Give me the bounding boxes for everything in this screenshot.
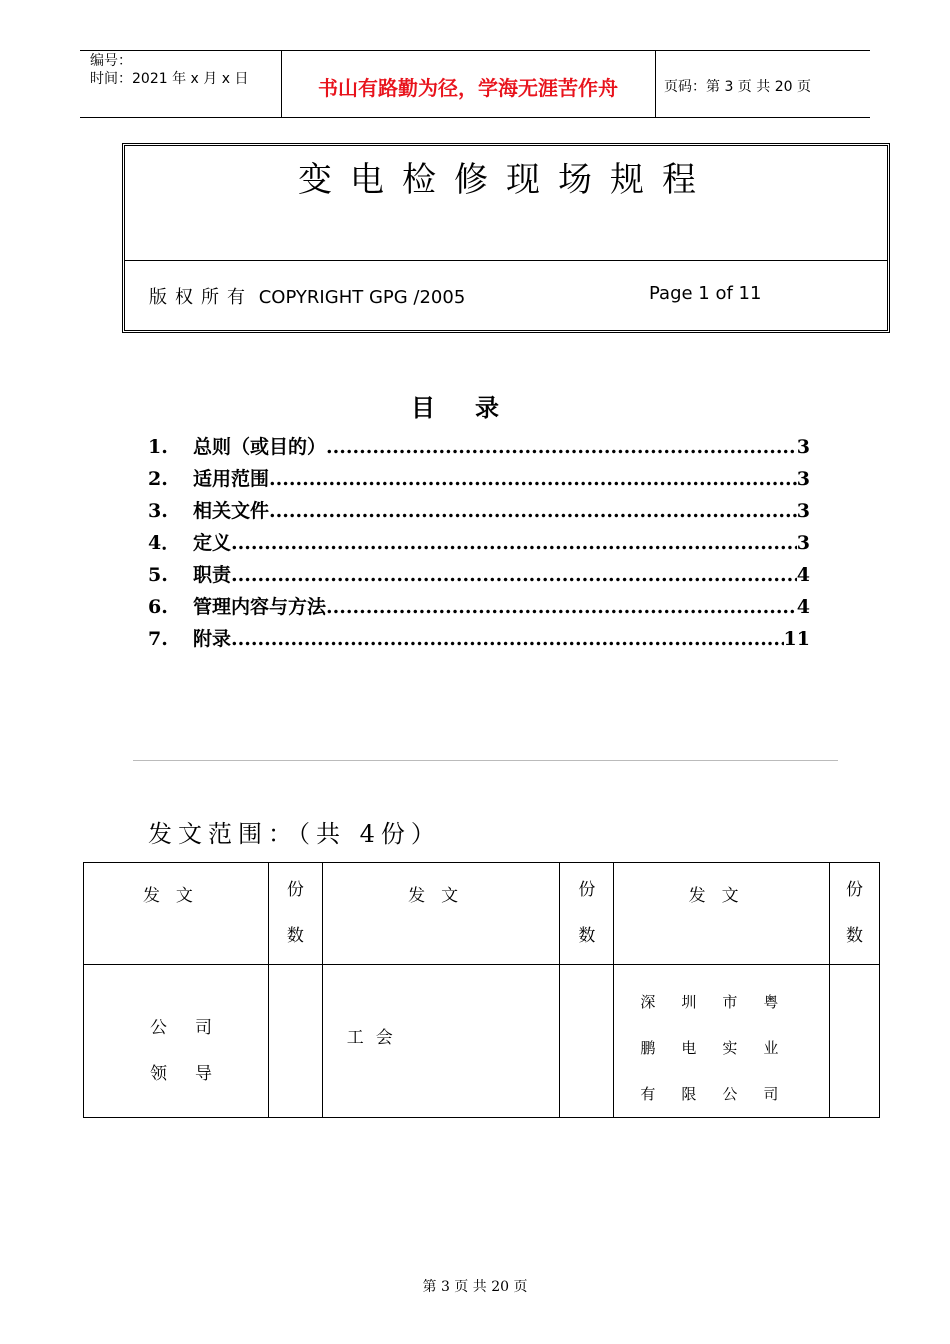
copyright-cn: 版权所有 bbox=[149, 287, 253, 308]
title-box-divider bbox=[125, 260, 887, 261]
toc-leader bbox=[231, 564, 797, 586]
qty-cell bbox=[830, 965, 880, 1118]
toc-leader bbox=[269, 468, 797, 490]
header-divider-2 bbox=[655, 50, 656, 117]
col-doc-header: 发文 bbox=[322, 863, 560, 965]
toc-item[interactable]: 4． 定义 ..... 3 bbox=[148, 528, 810, 560]
col-doc-header: 发文 bbox=[614, 863, 830, 965]
qty-cell bbox=[268, 965, 322, 1118]
header-time-label: 时间：2021 年 x 月 x 日 bbox=[90, 71, 249, 87]
header-motto: 书山有路勤为径，学海无涯苦作舟 bbox=[318, 76, 618, 100]
distribution-header-row bbox=[84, 863, 880, 965]
org-cell-company-leaders: 公司领导 bbox=[84, 965, 269, 1118]
header-top-rule bbox=[80, 50, 870, 51]
toc-item[interactable]: 2. 适用范围 ..... 3 bbox=[148, 464, 810, 496]
header-number-label: 编号： bbox=[90, 53, 132, 69]
col-qty-header: 份 数 bbox=[830, 863, 880, 965]
title-box-page: Page 1 of 11 bbox=[649, 283, 762, 304]
copyright-en: COPYRIGHT GPG /2005 bbox=[258, 287, 466, 308]
distribution-table bbox=[83, 862, 880, 1118]
org-cell-union: 工会 bbox=[322, 965, 560, 1118]
qty-cell bbox=[560, 965, 614, 1118]
col-qty-header: 份 数 bbox=[268, 863, 322, 965]
toc-leader bbox=[326, 436, 797, 458]
page-footer: 第 3 页 共 20 页 bbox=[422, 1279, 528, 1295]
toc-item[interactable]: 3. 相关文件 ..... 3 bbox=[148, 496, 810, 528]
toc-item[interactable]: 5. 职责 ..... 4 bbox=[148, 560, 810, 592]
toc-item[interactable]: 1. 总则（或目的） ..... 3 bbox=[148, 432, 810, 464]
document-title: 变电检修现场规程 bbox=[298, 160, 714, 200]
org-cell-company: 深圳市粤鹏电实业有限公司 bbox=[614, 965, 830, 1118]
header-page-label: 页码：第 3 页 共 20 页 bbox=[664, 79, 811, 95]
toc-leader bbox=[326, 596, 797, 618]
section-separator bbox=[133, 760, 838, 761]
toc-heading: 目录 bbox=[411, 393, 539, 422]
header-meta bbox=[90, 52, 248, 88]
toc-item[interactable]: 7. 附录 ..... 11 bbox=[148, 624, 810, 656]
col-qty-header: 份 数 bbox=[560, 863, 614, 965]
toc-item[interactable]: 6. 管理内容与方法 ..... 4 bbox=[148, 592, 810, 624]
toc-leader bbox=[231, 532, 797, 554]
col-doc-header: 发文 bbox=[84, 863, 269, 965]
table-row bbox=[84, 965, 880, 1118]
distribution-label: 发文范围：（共 4份） bbox=[148, 820, 441, 848]
title-box bbox=[122, 143, 890, 333]
table-of-contents bbox=[148, 432, 810, 656]
copyright-line bbox=[149, 283, 465, 309]
toc-leader bbox=[231, 628, 784, 650]
toc-leader bbox=[269, 500, 797, 522]
header-bottom-rule bbox=[80, 117, 870, 118]
